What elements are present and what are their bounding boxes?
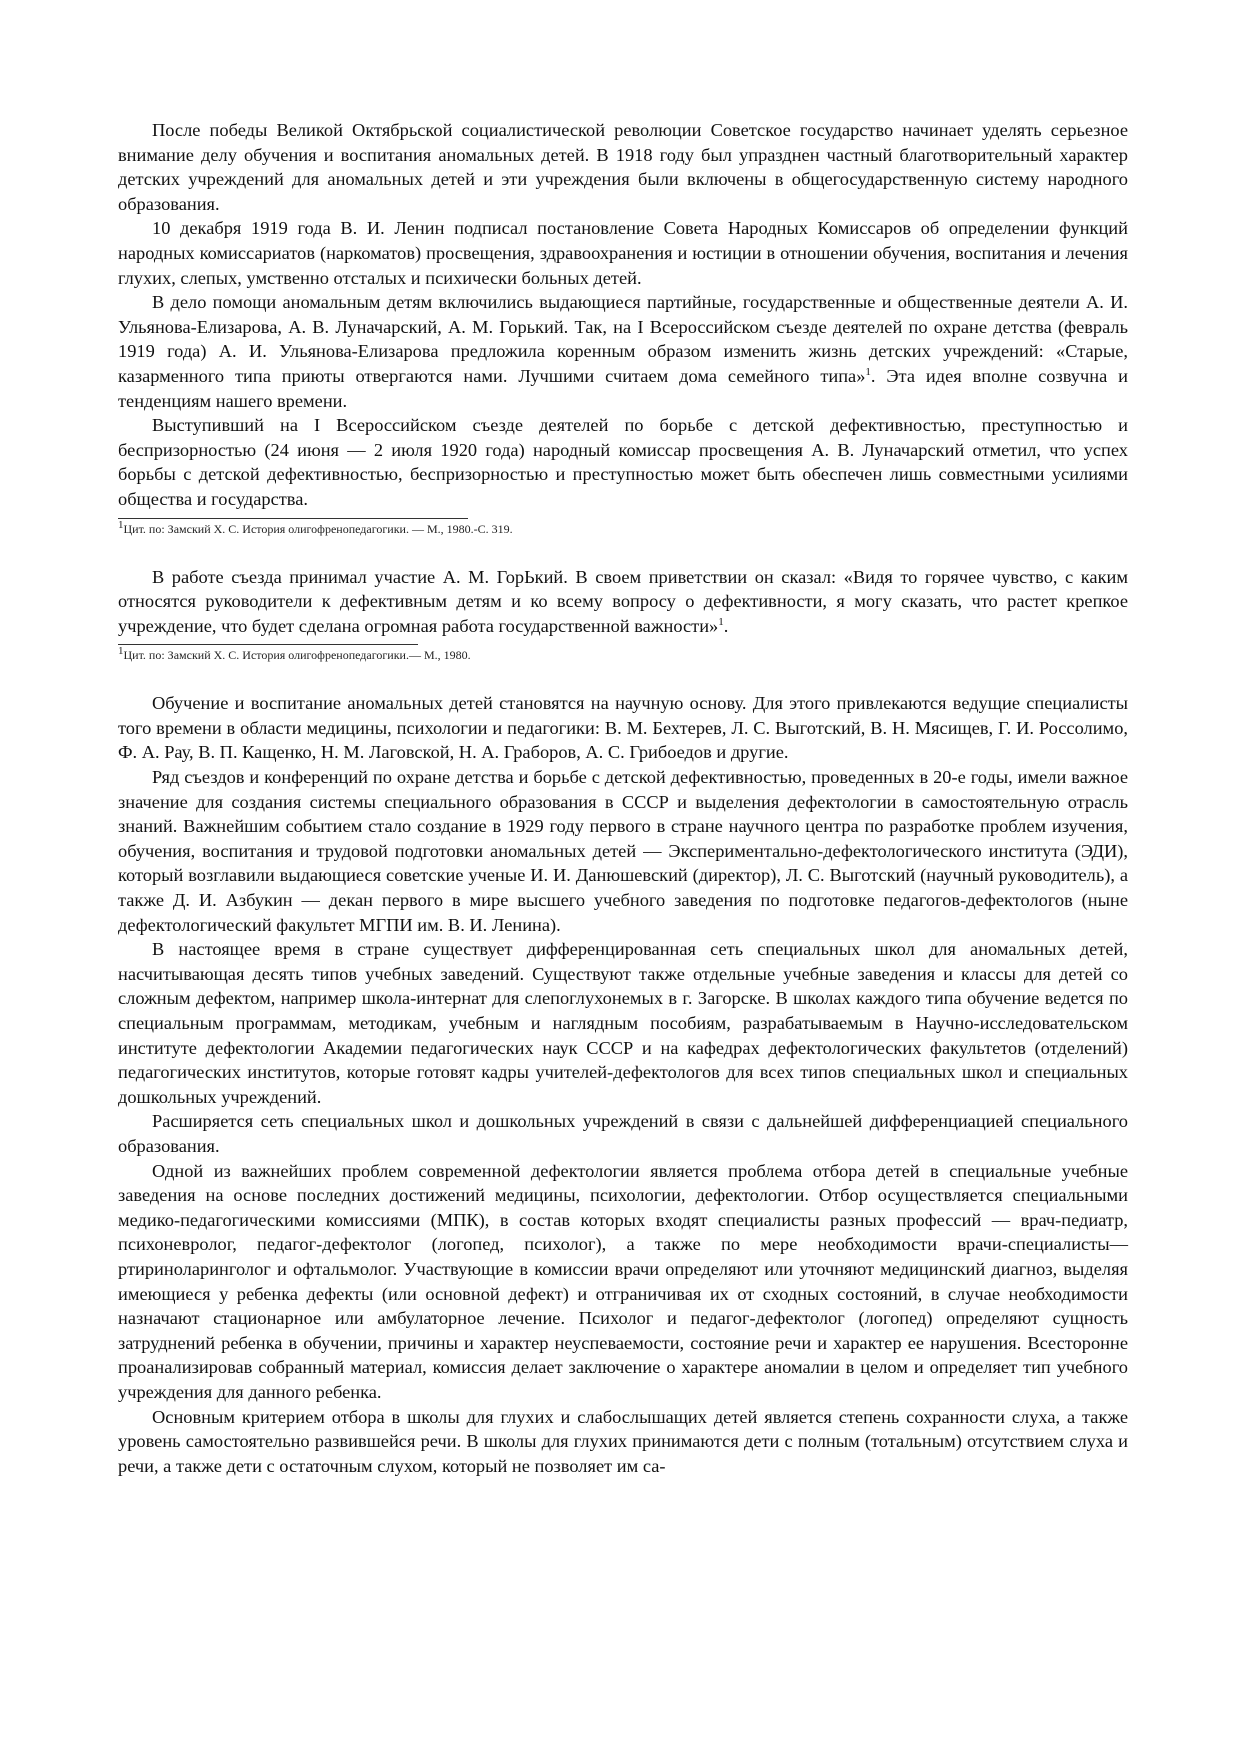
paragraph-3-tail: . Эта идея вполне созвучна и тенденциям нашего времени. [118, 365, 1128, 411]
footnote-ref-1: 1 [865, 365, 871, 378]
footnote-divider [118, 518, 468, 519]
footnote-2 [118, 644, 1128, 663]
paragraph-1: После победы Великой Октябрьской социалистической революции Советское государство начинает уделять серьезное внимание делу обучения и воспитания аномальных детей. В 1918 году был упразднен частный благотворительный характер детских учреждений для аномальных детей и эти учреждения были включены в общегосударственную систему народного образования. [118, 120, 1128, 214]
paragraph-5-text: В работе съезда принимал участие А. М. ГорЬкий. В своем приветствии он сказал: «Видя то горячее чувство, с каким относятся руководители к дефективным детям и ко всему вопросу о дефективности, я могу сказать, что растет крепкое учреждение, что будет сделана огромная работа государственной важности» [118, 566, 1128, 636]
paragraph-3-text: В дело помощи аномальным детям включились выдающиеся партийные, государственные и общественные деятели А. И. Ульянова-Елизарова, А. В. Луначарский, А. М. Горький. Так, на I Всероссийском съезде деятелей по охране детства (февраль 1919 года) А. И. Ульянова-Елизарова предложила коренным образом изменить жизнь детских учреждений: «Старые, казарменного типа приюты отвергаются нами. Лучшими считаем дома семейного типа» [118, 292, 1128, 386]
paragraph-10: Одной из важнейших проблем современной дефектологии является проблема отбора детей в специальные учебные заведения на основе последних достижений медицины, психологии, дефектологии. Отбор осуществляется специальными медико-педагогическими комиссиями (МПК), в состав которых входят специалисты разных профессий — врач-педиатр, психоневролог, педагог-дефектолог (логопед, психолог), а также по мере необходимости врачи-специалисты—ртириноларинголог и офтальмолог. Участвующие в комиссии врачи определяют или уточняют медицинский диагноз, выделяя имеющиеся у ребенка дефекты (или основной дефект) и отграничивая их от сходных состояний, в случае необходимости назначают стационарное или амбулаторное лечение. Психолог и педагог-дефектолог (логопед) определяют сущность затруднений ребенка в обучении, причины и характер неуспеваемости, состояние речи и характер ее нарушения. Всесторонне проанализировав собранный материал, комиссия делает заключение о характере аномалии в целом и определяет тип учебного учреждения для данного ребенка. [118, 1160, 1128, 1402]
footnote-1-text: $^1$Цит. по: Замский Х. С. История олигофренопедагогики. — М., 1980.-С. 319. [118, 518, 513, 536]
paragraph-5 [118, 565, 1128, 639]
footnote-1 [118, 518, 1128, 537]
paragraph-6: Обучение и воспитание аномальных детей становятся на научную основу. Для этого привлекаются ведущие специалисты того времени в области медицины, психологии и педагогики: В. М. Бехтерев, Л. С. Выготский, В. Н. Мясищев, Г. И. Россолимо, Ф. А. Рау, В. П. Кащенко, Н. М. Лаговской, Н. А. Граборов, А. С. Грибоедов и другие. [118, 693, 1128, 763]
footnote-ref-2: 1 [718, 615, 724, 628]
paragraph-7: Ряд съездов и конференций по охране детства и борьбе с детской дефективностью, проведенных в 20-е годы, имели важное значение для создания системы специального образования в СССР и выделения дефектологии в самостоятельную отрасль знаний. Важнейшим событием стало создание в 1929 году первого в стране научного центра по разработке проблем изучения, обучения, воспитания и трудовой подготовки аномальных детей — Экспериментально-дефектологического института (ЭДИ), который возглавили выдающиеся советские ученые И. И. Данюшевский (директор), Л. С. Выготский (научный руководитель), а также Д. И. Азбукин — декан первого в мире высшего учебного заведения по подготовке педагогов-дефектологов (ныне дефектологический факультет МГПИ им. В. И. Ленина). [118, 767, 1128, 935]
paragraph-8: В настоящее время в стране существует дифференцированная сеть специальных школ для аномальных детей, насчитывающая десять типов учебных заведений. Существуют также отдельные учебные заведения и классы для детей со сложным дефектом, например школа-интернат для слепоглухонемых в г. Загорске. В школах каждого типа обучение ведется по специальным программам, методикам, учебным и наглядным пособиям, разрабатываемым в Научно-исследовательском институте дефектологии Академии педагогических наук СССР и на кафедрах дефектологических факультетов (отделений) педагогических институтов, которые готовят кадры учителей-дефектологов для всех типов специальных школ и специальных дошкольных учреждений. [118, 939, 1128, 1107]
paragraph-3 [118, 290, 1128, 413]
document-page [118, 118, 1128, 1478]
paragraph-11: Основным критерием отбора в школы для глухих и слабослышащих детей является степень сохранности слуха, а также уровень самостоятельно развившейся речи. В школы для глухих принимаются дети с полным (тотальным) отсутствием слуха и речи, а также дети с остаточным слухом, который не позволяет им са- [118, 1406, 1128, 1476]
paragraph-5-tail: . [723, 615, 729, 636]
footnote-2-mark: 1 [118, 645, 124, 658]
footnote-1-mark: 1 [118, 518, 124, 531]
paragraph-9: Расширяется сеть специальных школ и дошкольных учреждений в связи с дальнейшей дифференциацией специального образования. [118, 1111, 1128, 1156]
footnote-2-text: $^1$Цит. по: Замский Х. С. История олигофренопедагогики.— М., 1980. [118, 645, 471, 663]
paragraph-4: Выступивший на I Всероссийском съезде деятелей по борьбе с детской дефективностью, преступностью и беспризорностью (24 июня — 2 июля 1920 года) народный комиссар просвещения А. В. Луначарский отметил, что успех борьбы с детской дефективностью, беспризорностью и преступностью может быть обеспечен лишь совместными усилиями общества и государства. [118, 415, 1128, 509]
footnote-divider [118, 644, 418, 645]
paragraph-2: 10 декабря 1919 года В. И. Ленин подписал постановление Совета Народных Комиссаров об определении функций народных комиссариатов (наркоматов) просвещения, здравоохранения и юстиции в отношении обучения, воспитания и лечения глухих, слепых, умственно отсталых и психически больных детей. [118, 218, 1128, 288]
